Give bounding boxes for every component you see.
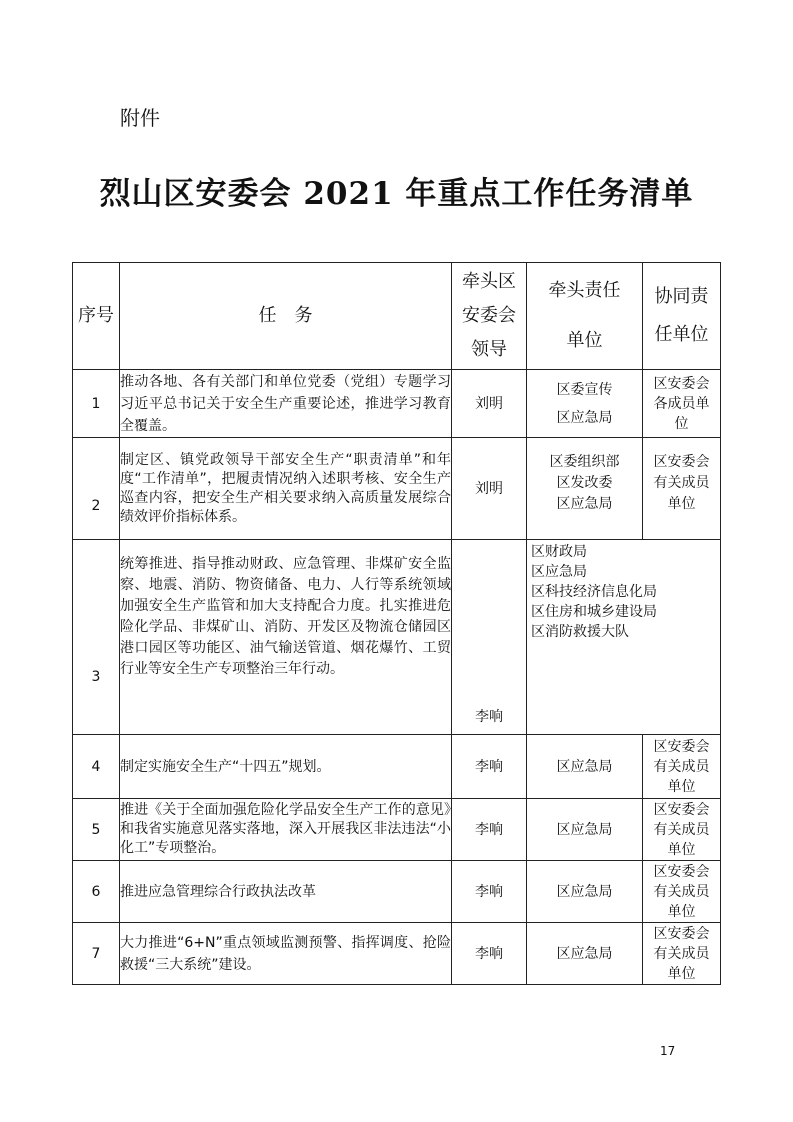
coop-unit-line: 位 xyxy=(674,415,689,432)
coop-unit-line: 有关成员 xyxy=(653,475,710,491)
header-coop-unit-line: 任单位 xyxy=(654,324,709,345)
header-index: 序号 xyxy=(73,263,120,370)
attachment-label: 附件 xyxy=(120,106,160,130)
coop-unit-line: 单位 xyxy=(667,903,696,920)
lead-unit-line: 区财政局 xyxy=(531,544,587,560)
row-lead-unit xyxy=(527,370,643,438)
coop-unit-line: 区安委会 xyxy=(653,375,710,392)
row-lead-unit: 区应急局 xyxy=(527,799,643,861)
row-leader: 刘明 xyxy=(452,438,527,540)
table-row xyxy=(73,799,721,861)
row-index: 5 xyxy=(73,799,120,861)
lead-unit-line: 区委组织部 xyxy=(549,454,620,470)
row-task: 制定区、镇党政领导干部安全生产“职责清单”和年度“工作清单”，把履责情况纳入述职考核、安全生产巡查内容，把安全生产相关要求纳入高质量发展综合绩效评价指标体系。 xyxy=(120,438,452,540)
coop-unit-line: 有关成员 xyxy=(653,758,710,775)
table-row xyxy=(73,370,721,438)
row-task: 大力推进“6+N”重点领域监测预警、指挥调度、抢险救援“三大系统”建设。 xyxy=(120,923,452,985)
coop-unit-line: 各成员单 xyxy=(653,395,710,412)
table-row xyxy=(73,540,721,735)
lead-unit-line: 区发改委 xyxy=(556,475,613,491)
row-lead-unit xyxy=(527,540,721,735)
table-row xyxy=(73,735,721,799)
row-leader: 李响 xyxy=(452,861,527,923)
row-coop-unit xyxy=(643,861,721,923)
row-task: 制定实施安全生产“十四五”规划。 xyxy=(120,735,452,799)
coop-unit-line: 区安委会 xyxy=(653,925,710,942)
header-coop-unit-line: 协同责 xyxy=(654,286,709,307)
row-coop-unit xyxy=(643,438,721,540)
row-leader: 刘明 xyxy=(452,370,527,438)
row-index: 3 xyxy=(73,540,120,735)
row-coop-unit xyxy=(643,799,721,861)
row-coop-unit xyxy=(643,735,721,799)
header-coop-unit xyxy=(643,263,721,370)
row-coop-unit xyxy=(643,923,721,985)
lead-unit-line: 区住房和城乡建设局 xyxy=(531,604,657,620)
page-title: 烈山区安委会 2021 年重点工作任务清单 xyxy=(99,176,694,212)
lead-unit-line: 区应急局 xyxy=(556,496,613,512)
coop-unit-line: 单位 xyxy=(667,778,696,795)
row-index: 7 xyxy=(73,923,120,985)
row-index: 1 xyxy=(73,370,120,438)
table-row xyxy=(73,438,721,540)
table-row xyxy=(73,923,721,985)
page-number: 17 xyxy=(660,1044,676,1058)
header-lead-unit-line: 单位 xyxy=(566,330,603,351)
row-task: 统筹推进、指导推动财政、应急管理、非煤矿安全监察、地震、消防、物资储备、电力、人行等系统领域加强安全生产监管和加大支持配合力度。扎实推进危险化学品、非煤矿山、消防、开发区及物流仓储园区港口园区等功能区、油气输送管道、烟花爆竹、工贸行业等安全生产专项整治三年行动。 xyxy=(120,540,452,735)
row-leader: 李响 xyxy=(452,923,527,985)
lead-unit-line: 区委宣传 xyxy=(556,381,613,398)
header-lead-unit xyxy=(527,263,643,370)
row-leader: 李响 xyxy=(452,735,527,799)
row-task: 推进《关于全面加强危险化学品安全生产工作的意见》和我省实施意见落实落地，深入开展我区非法违法“小化工”专项整治。 xyxy=(120,799,452,861)
header-leader xyxy=(452,263,527,370)
coop-unit-line: 有关成员 xyxy=(653,883,710,900)
row-index: 6 xyxy=(73,861,120,923)
row-leader: 李响 xyxy=(452,799,527,861)
lead-unit-line: 区科技经济信息化局 xyxy=(531,584,657,600)
coop-unit-line: 区安委会 xyxy=(653,454,710,470)
coop-unit-line: 单位 xyxy=(667,841,696,858)
header-task: 任 务 xyxy=(120,263,452,370)
row-index: 2 xyxy=(73,438,120,540)
lead-unit-line: 区应急局 xyxy=(531,564,587,580)
lead-unit-line: 区应急局 xyxy=(556,409,613,426)
row-index: 4 xyxy=(73,735,120,799)
row-task: 推动各地、各有关部门和单位党委（党组）专题学习习近平总书记关于安全生产重要论述，推进学习教育全覆盖。 xyxy=(120,370,452,438)
row-lead-unit: 区应急局 xyxy=(527,735,643,799)
table-row xyxy=(73,861,721,923)
coop-unit-line: 区安委会 xyxy=(653,863,710,880)
row-task: 推进应急管理综合行政执法改革 xyxy=(120,861,452,923)
row-leader: 李响 xyxy=(452,540,527,735)
coop-unit-line: 区安委会 xyxy=(653,738,710,755)
row-lead-unit: 区应急局 xyxy=(527,923,643,985)
row-lead-unit: 区应急局 xyxy=(527,861,643,923)
header-leader-line: 牵头区 xyxy=(462,271,516,292)
header-leader-line: 领导 xyxy=(471,339,507,360)
task-table xyxy=(72,262,721,985)
coop-unit-line: 有关成员 xyxy=(653,821,710,838)
lead-unit-line: 区消防救援大队 xyxy=(531,624,629,640)
coop-unit-line: 有关成员 xyxy=(653,945,710,962)
coop-unit-line: 单位 xyxy=(667,965,696,982)
header-leader-line: 安委会 xyxy=(462,305,516,326)
header-lead-unit-line: 牵头责任 xyxy=(548,280,621,301)
coop-unit-line: 区安委会 xyxy=(653,801,710,818)
row-lead-unit xyxy=(527,438,643,540)
table-header-row xyxy=(73,263,721,370)
row-coop-unit xyxy=(643,370,721,438)
coop-unit-line: 单位 xyxy=(667,496,696,512)
